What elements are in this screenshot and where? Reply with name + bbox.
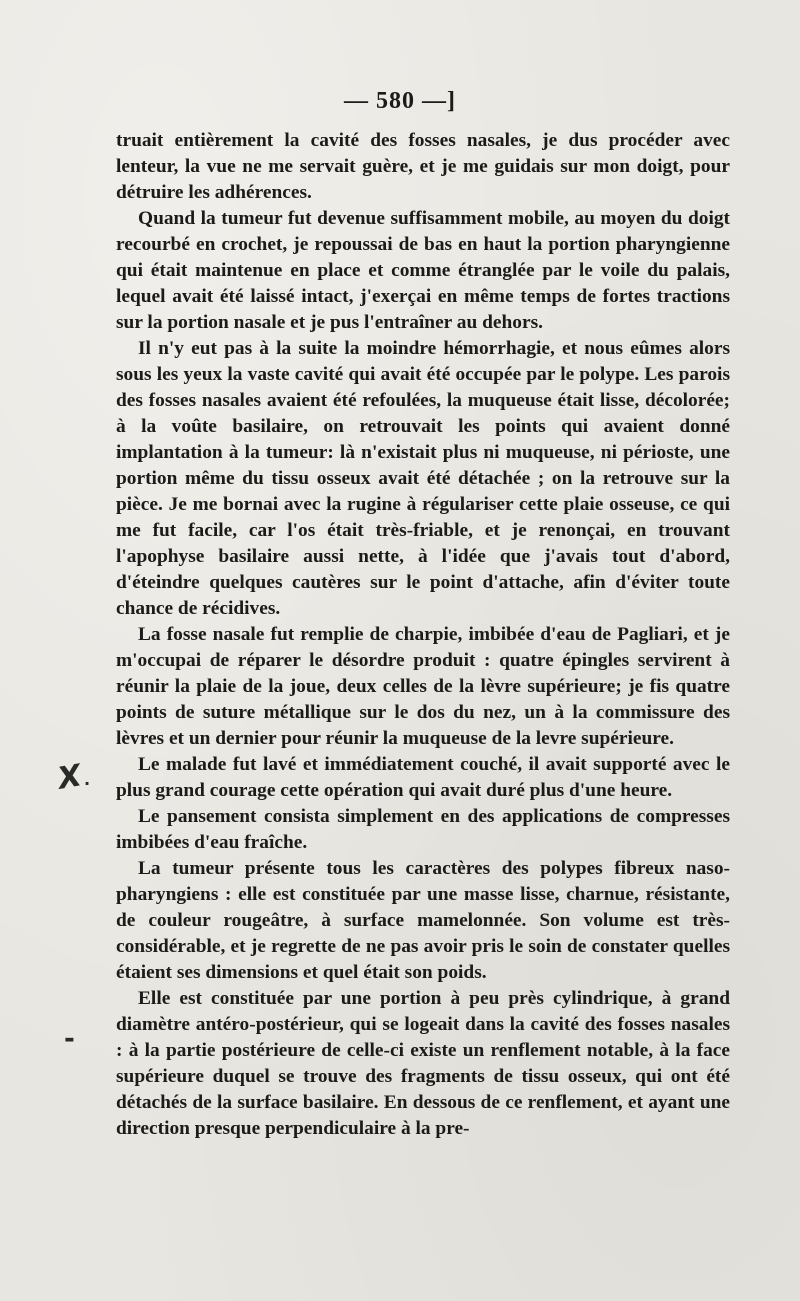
paragraph-dressing: Le pansement consista simplement en des applications de compresses imbibées d'eau fraîche. [116,806,730,853]
paragraph-hemorrhage: Il n'y eut pas à la suite la moindre hémorrhagie, et nous eûmes alors sous les yeux la vaste cavité qui avait été occupée par le polype. Les parois des fosses nasales avaient été refoulées, la muqueuse était lisse, décolorée; à la voûte basilaire, on retrouvait les points qui avaient donné implantation à la tumeur: là n'existait plus ni muqueuse, ni périoste, une portion même du tissu osseux avait été détachée ; on la retrouve sur la pièce. Je me bornai avec la rugine à régulariser cette plaie osseuse, ce qui me fut facile, car l'os était très-friable, et je renonçai, en trouvant l'apophyse basilaire aussi nette, à l'idée que j'avais tout d'abord, d'éteindre quelques cautères sur le point d'attache, afin d'éviter toute chance de récidives. [116,338,730,619]
margin-dot-mark: · [84,774,91,793]
body-text [116,128,730,1142]
paragraph-patient-washed: Le malade fut lavé et immédiatement couché, il avait supporté avec le plus grand courage cette opération qui avait duré plus d'une heure. [116,754,730,801]
page-number: — 580 —] [344,88,456,114]
paragraph-tumor-structure: Elle est constituée par une portion à peu près cylindrique, à grand diamètre antéro-postérieur, qui se logeait dans la cavité des fosses nasales : à la partie postérieure de celle-ci existe un renflement notable, à la face supérieure duquel se trouve des fragments de tissu osseux, qui ont été détachés de la surface basilaire. En dessous de ce renflement, et ayant une direction presque perpendiculaire à la pre- [116,988,730,1139]
margin-cross-mark: X [55,758,85,797]
margin-dash-mark: - [64,1024,75,1054]
paragraph-tumor-description: La tumeur présente tous les caractères des polypes fibreux naso-pharyngiens : elle est constituée par une masse lisse, charnue, résistante, de couleur rougeâtre, à surface mamelonnée. Son volume est très-considérable, et je regrette de ne pas avoir pris le soin de constater quelles étaient ses dimensions et quel était son poids. [116,858,730,983]
paragraph-continuation: truait entièrement la cavité des fosses nasales, je dus procéder avec lenteur, la vue ne me servait guère, et je me guidais sur mon doigt, pour détruire les adhérences. [116,130,730,203]
paragraph-nasal-fossa: La fosse nasale fut remplie de charpie, imbibée d'eau de Pagliari, et je m'occupai de réparer le désordre produit : quatre épingles servirent à réunir la plaie de la joue, deux celles de la lèvre supérieure; je fis quatre points de suture métallique sur le dos du nez, un à la commissure des lèvres et un dernier pour réunir la muqueuse de la levre supérieure. [116,624,730,749]
paragraph-tumor-mobile: Quand la tumeur fut devenue suffisamment mobile, au moyen du doigt recourbé en crochet, je repoussai de bas en haut la portion pharyngienne qui était maintenue en place et comme étranglée par le voile du palais, lequel avait été laissé intact, j'exerçai en même temps de fortes tractions sur la portion nasale et je pus l'entraîner au dehors. [116,208,730,333]
